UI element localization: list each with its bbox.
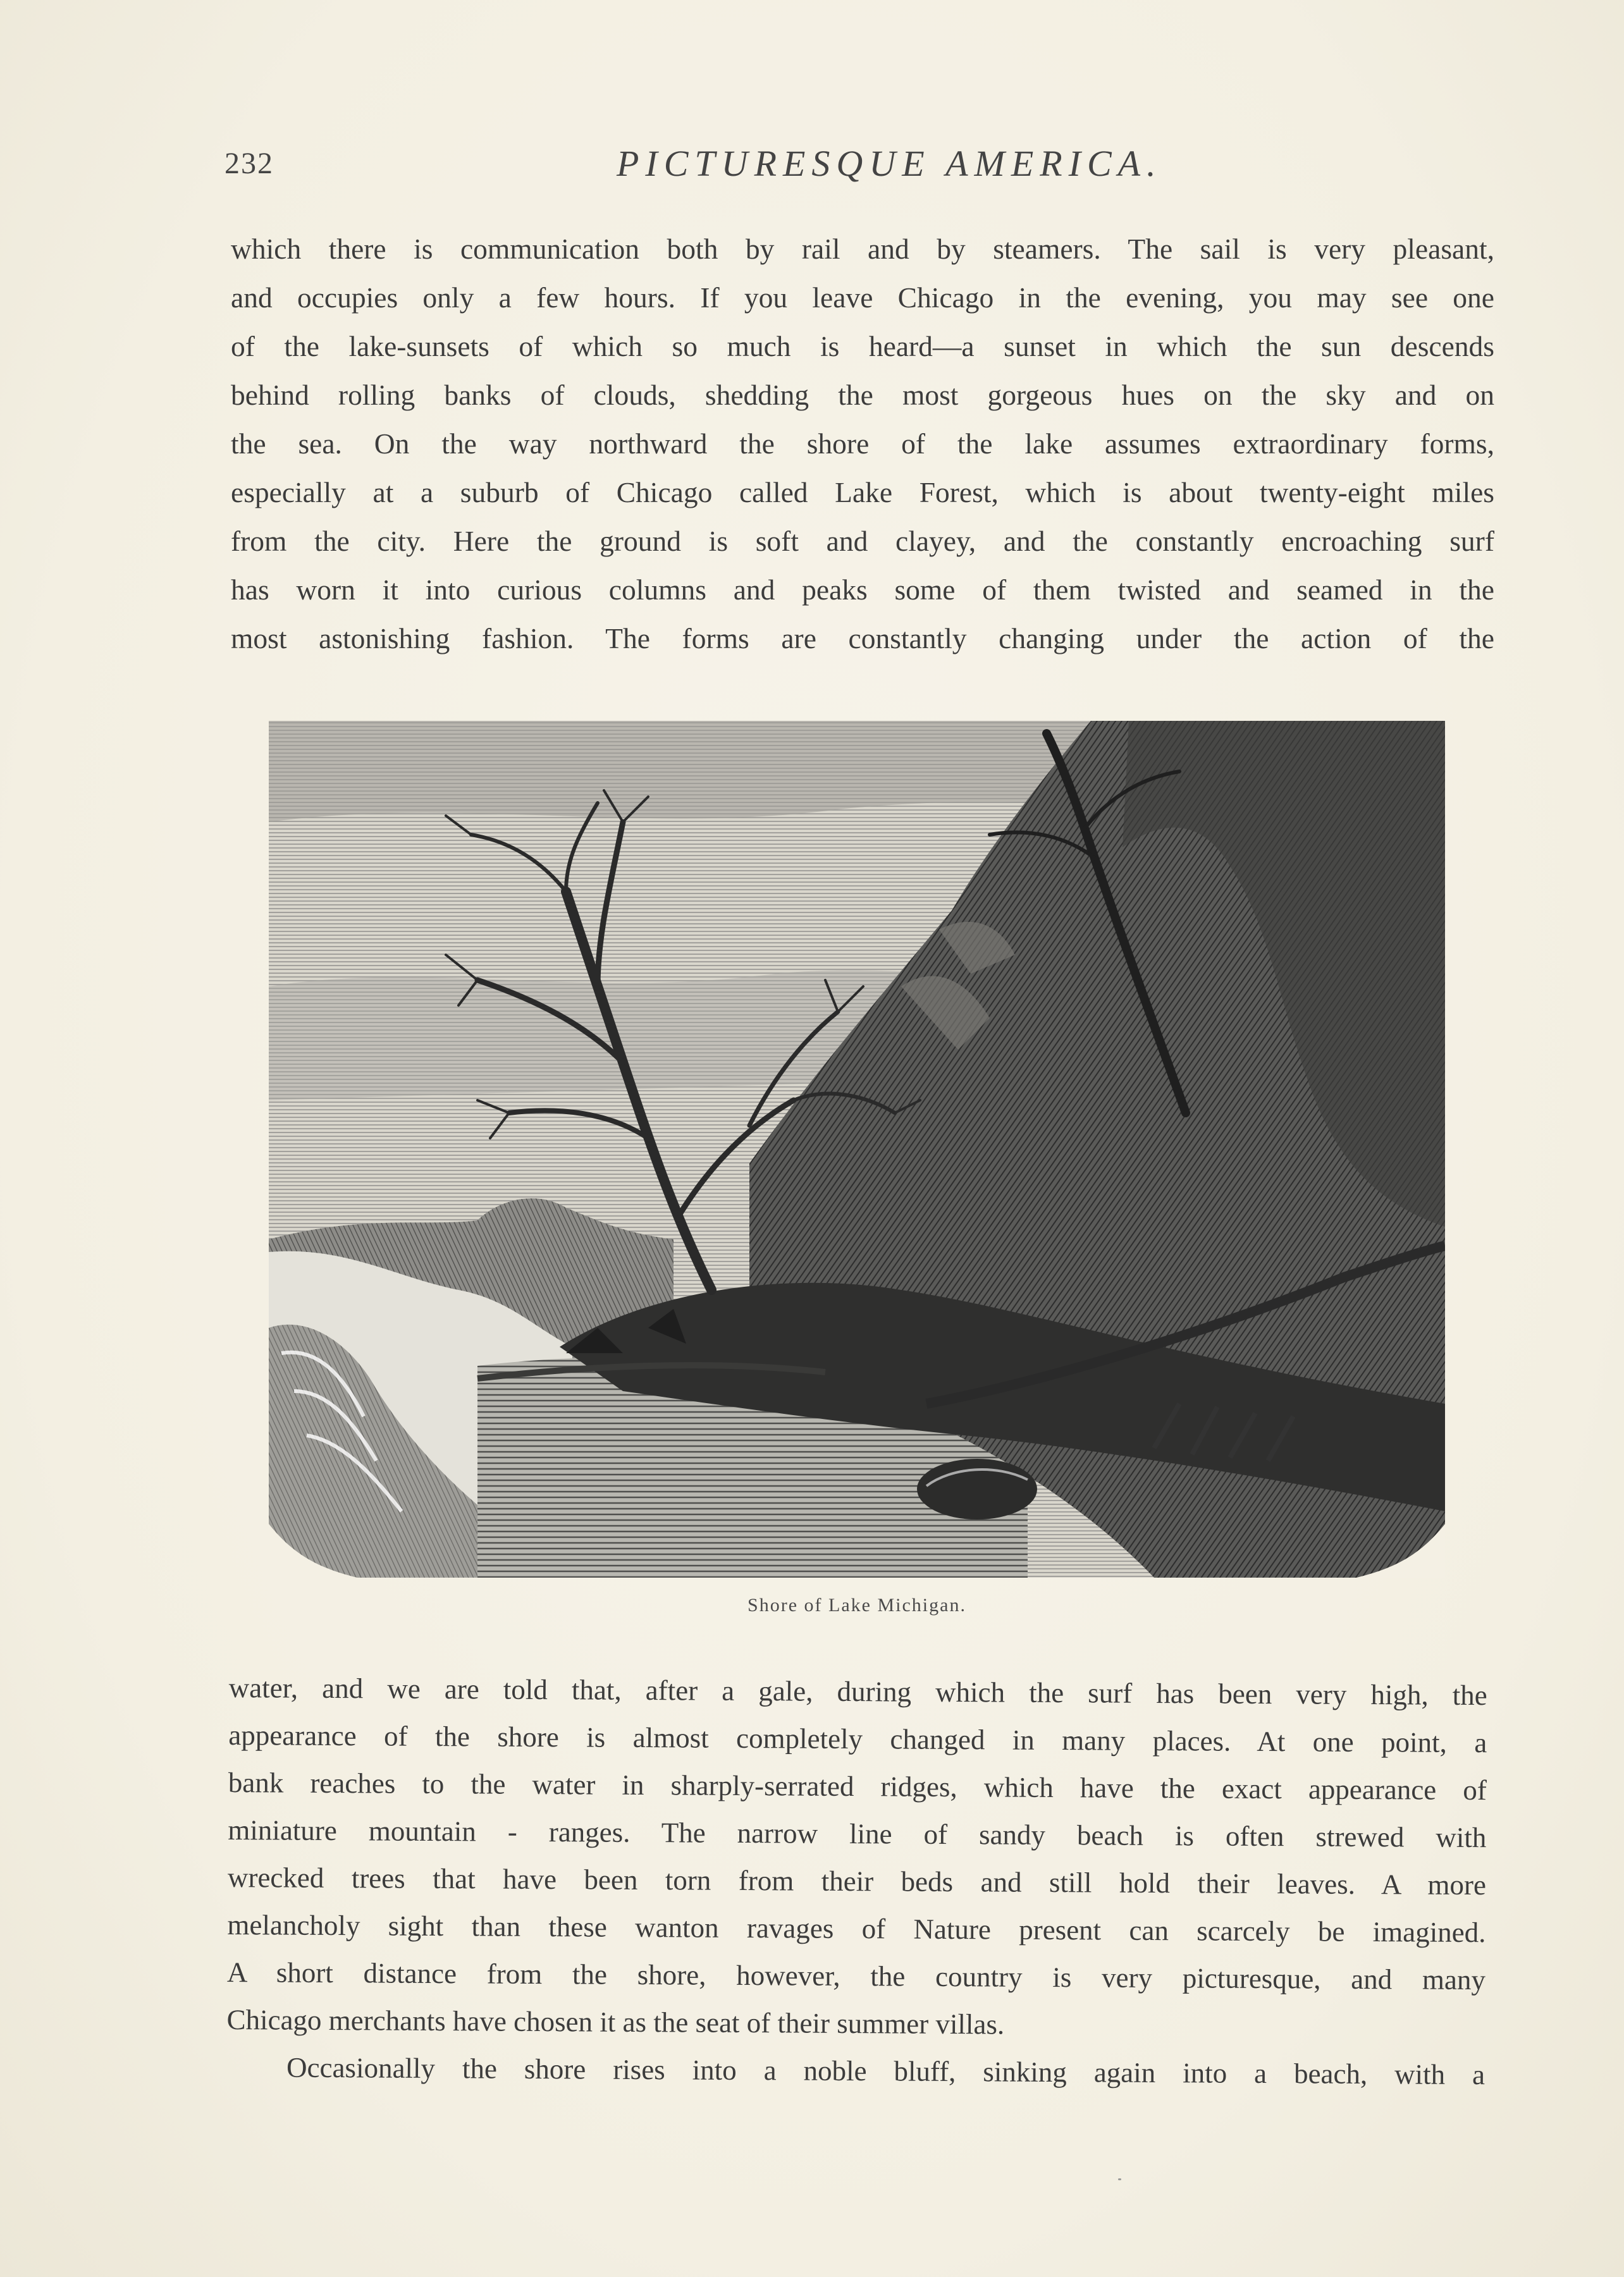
paragraph-top bbox=[231, 224, 1494, 663]
text-line: behind rolling banks of clouds, shedding the most gorgeous hues on the sky and on bbox=[231, 379, 1494, 411]
text-line: water, and we are told that, after a gale, during which the surf has been very high, the bbox=[228, 1671, 1487, 1712]
text-line: appearance of the shore is almost completely changed in many places. At one point, a bbox=[228, 1719, 1487, 1759]
text-line: the sea. On the way northward the shore of the lake assumes extraordinary forms, bbox=[231, 427, 1494, 460]
figure-caption: Shore of Lake Michigan. bbox=[747, 1595, 966, 1616]
running-title: PICTURESQUE AMERICA. bbox=[617, 143, 1162, 184]
engraving-picture bbox=[269, 721, 1445, 1578]
text-line: especially at a suburb of Chicago called Lake Forest, which is about twenty-eight miles bbox=[231, 476, 1494, 508]
text-line: and occupies only a few hours. If you leave Chicago in the evening, you may see one bbox=[231, 281, 1494, 314]
text-line: Chicago merchants have chosen it as the seat of their summer villas. bbox=[226, 2003, 1005, 2041]
paragraph-bottom bbox=[226, 1664, 1487, 2099]
text-line: bank reaches to the water in sharply-serrated ridges, which have the exact appearance of bbox=[228, 1766, 1487, 1807]
page-number: 232 bbox=[225, 147, 274, 180]
engraving-illustration bbox=[269, 721, 1445, 1578]
text-line: Occasionally the shore rises into a noble bluff, sinking again into a beach, with a bbox=[286, 2051, 1486, 2091]
text-line: from the city. Here the ground is soft and clayey, and the constantly encroaching surf bbox=[231, 525, 1494, 557]
running-head bbox=[225, 142, 1496, 187]
paper-speck bbox=[1118, 2178, 1121, 2180]
text-line: A short distance from the shore, however, the country is very picturesque, and many bbox=[226, 1956, 1486, 1996]
text-line: most astonishing fashion. The forms are constantly changing under the action of the bbox=[231, 622, 1494, 654]
text-line: which there is communication both by rail and by steamers. The sail is very pleasant, bbox=[231, 233, 1494, 265]
barrel-wreck bbox=[917, 1459, 1037, 1519]
text-line: melancholy sight than these wanton ravages of Nature present can scarcely be imagined. bbox=[227, 1908, 1486, 1949]
text-line: has worn it into curious columns and peaks some of them twisted and seamed in the bbox=[231, 574, 1494, 606]
text-line: wrecked trees that have been torn from their beds and still hold their leaves. A more bbox=[227, 1861, 1487, 1901]
text-line: of the lake-sunsets of which so much is heard—a sunset in which the sun descends bbox=[231, 330, 1494, 362]
text-line: miniature mountain - ranges. The narrow line of sandy beach is often strewed with bbox=[228, 1814, 1487, 1854]
